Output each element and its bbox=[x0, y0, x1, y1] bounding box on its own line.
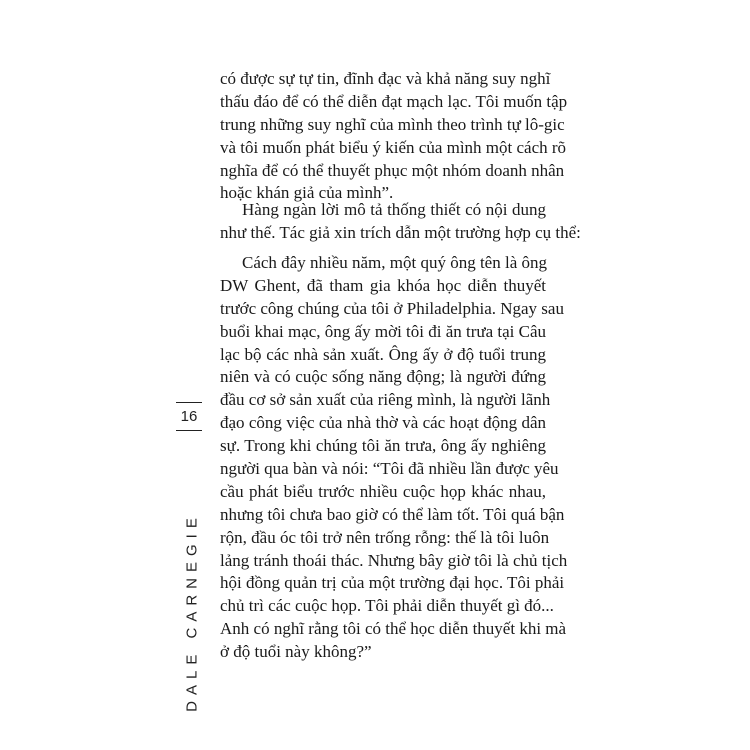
text-line: hội đồng quản trị của một trường đại học. Tôi phải bbox=[220, 573, 565, 593]
text-line: lạc bộ các nhà sản xuất. Ông ấy ở độ tuổi trung bbox=[220, 344, 546, 364]
text-line: có được sự tự tin, đĩnh đạc và khả năng suy nghĩ bbox=[220, 69, 551, 88]
text-line: thấu đáo để có thể diễn đạt mạch lạc. Tôi muốn tập bbox=[220, 91, 568, 111]
text-line: nghĩa để có thể thuyết phục một nhóm doanh nhân bbox=[220, 160, 565, 180]
text-line: và tôi muốn phát biểu ý kiến của mình một cách rõ bbox=[220, 137, 567, 157]
text-line: hoặc khán giả của mình”. bbox=[220, 183, 394, 203]
page-number: 16 bbox=[176, 402, 202, 431]
text-line: lảng tránh thoái thác. Nhưng bây giờ tôi là chủ tịch bbox=[220, 550, 568, 570]
running-author: DALE CARNEGIE bbox=[183, 512, 201, 712]
text-line: Hàng ngàn lời mô tả thống thiết có nội dung bbox=[242, 200, 546, 219]
text-line: trung những suy nghĩ của mình theo trình tự lô-gic bbox=[220, 114, 565, 134]
text-line: buổi khai mạc, ông ấy mời tôi đi ăn trưa tại Câu bbox=[220, 321, 547, 341]
text-line: Cách đây nhiều năm, một quý ông tên là ông bbox=[242, 253, 547, 272]
text-line: rộn, đầu óc tôi trở nên trống rỗng: thế là tôi luôn bbox=[220, 527, 550, 547]
text-line: ở độ tuổi này không?” bbox=[220, 642, 372, 662]
paragraph-3 bbox=[220, 252, 568, 664]
text-line: sự. Trong khi chúng tôi ăn trưa, ông ấy nghiêng bbox=[220, 436, 546, 456]
paragraph-1 bbox=[220, 68, 568, 205]
text-line: nhưng tôi chưa bao giờ có thể làm tốt. Tôi quá bận bbox=[220, 504, 565, 524]
text-line: như thế. Tác giả xin trích dẫn một trường hợp cụ thể: bbox=[220, 222, 581, 242]
paragraph-2 bbox=[220, 199, 581, 245]
text-line: DW Ghent, đã tham gia khóa học diễn thuyết bbox=[220, 275, 546, 295]
text-line: đầu cơ sở sản xuất của riêng mình, là người lãnh bbox=[220, 390, 551, 410]
text-line: niên và có cuộc sống năng động; là người đứng bbox=[220, 367, 546, 387]
text-line: đạo công việc của nhà thờ và các hoạt động dân bbox=[220, 413, 546, 433]
text-line: trước công chúng của tôi ở Philadelphia. Ngay sau bbox=[220, 298, 564, 318]
text-line: Anh có nghĩ rằng tôi có thể học diễn thuyết khi mà bbox=[220, 619, 567, 639]
text-line: người qua bàn và nói: “Tôi đã nhiều lần được yêu bbox=[220, 459, 559, 479]
text-line: chủ trì các cuộc họp. Tôi phải diễn thuyết gì đó... bbox=[220, 596, 554, 616]
text-line: cầu phát biểu trước nhiều cuộc họp khác nhau, bbox=[220, 481, 546, 501]
